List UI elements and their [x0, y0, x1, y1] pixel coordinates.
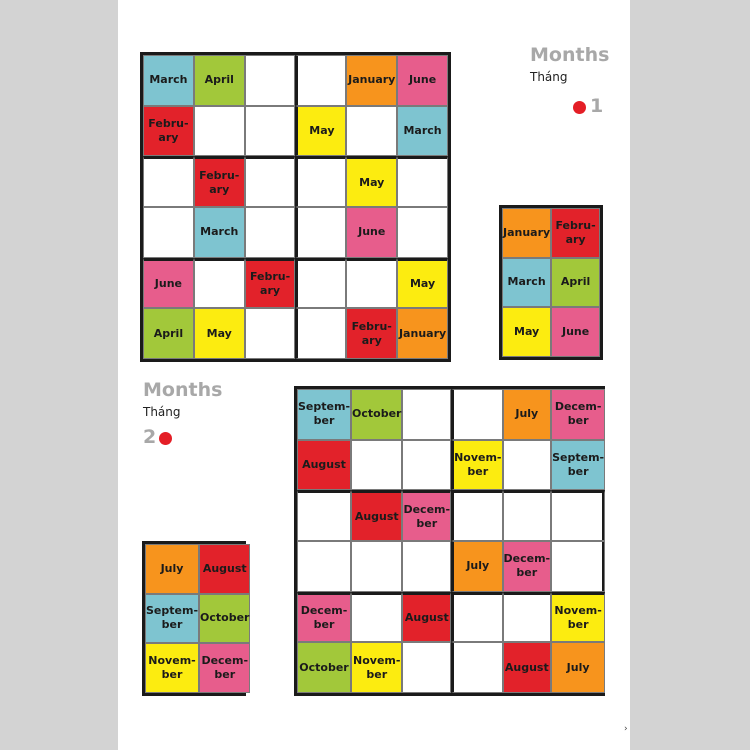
puzzle-1-cell-march: March [194, 207, 245, 258]
puzzle-1-key-cell-june: June [551, 307, 600, 357]
puzzle-2-number-label [143, 426, 172, 448]
puzzle-2-cell-empty[interactable] [402, 642, 451, 693]
puzzle-1-cell-empty[interactable] [245, 308, 296, 359]
puzzle-2-cell-december: Decem- ber [503, 541, 552, 592]
puzzle-1-cell-empty[interactable] [346, 106, 397, 157]
puzzle-2-cell-august: August [503, 642, 552, 693]
puzzle-1-cell-may: May [194, 308, 245, 359]
puzzle-1-cell-march: March [397, 106, 448, 157]
puzzle-1-cell-february: Febru- ary [346, 308, 397, 359]
puzzle-1-cell-june: June [143, 258, 194, 309]
puzzle-2-cell-july: July [451, 541, 502, 592]
puzzle-1-cell-empty[interactable] [245, 55, 296, 106]
puzzle-1-cell-may: May [295, 106, 346, 157]
puzzle-1-cell-january: January [346, 55, 397, 106]
puzzle-1-subtitle: Tháng [530, 70, 568, 84]
puzzle-2-cell-november: Novem- ber [551, 592, 605, 643]
puzzle-1-cell-empty[interactable] [295, 308, 346, 359]
puzzle-2-key-cell-july: July [145, 544, 199, 594]
page-edge-mark: › [624, 724, 628, 734]
puzzle-2-cell-empty[interactable] [451, 592, 502, 643]
puzzle-2-cell-december: Decem- ber [297, 592, 351, 643]
puzzle-1-key-cell-february: Febru- ary [551, 208, 600, 258]
puzzle-1-grid [140, 52, 451, 362]
puzzle-1-cell-empty[interactable] [245, 207, 296, 258]
puzzle-1-cell-empty[interactable] [295, 258, 346, 309]
puzzle-1-cell-empty[interactable] [143, 207, 194, 258]
puzzle-2-cell-empty[interactable] [551, 490, 605, 541]
puzzle-1-number: 1 [590, 95, 604, 117]
puzzle-1-heading [530, 44, 609, 84]
puzzle-2-cell-august: August [351, 490, 402, 541]
puzzle-2-cell-november: Novem- ber [451, 440, 502, 491]
red-dot-icon [573, 101, 586, 114]
puzzle-2-key-cell-september: Septem- ber [145, 594, 199, 644]
puzzle-2-heading [143, 379, 222, 419]
puzzle-1-cell-empty[interactable] [194, 258, 245, 309]
puzzle-2-cell-september: Septem- ber [551, 440, 605, 491]
puzzle-1-key-cell-march: March [502, 258, 551, 308]
puzzle-2-subtitle: Tháng [143, 405, 181, 419]
puzzle-1-cell-february: Febru- ary [143, 106, 194, 157]
puzzle-1-cell-empty[interactable] [397, 207, 448, 258]
puzzle-1-cell-empty[interactable] [397, 156, 448, 207]
puzzle-2-cell-december: Decem- ber [402, 490, 451, 541]
puzzle-1-cell-empty[interactable] [143, 156, 194, 207]
puzzle-2-key-cell-october: October [199, 594, 250, 644]
puzzle-1-cell-february: Febru- ary [245, 258, 296, 309]
puzzle-2-cell-empty[interactable] [351, 592, 402, 643]
puzzle-2-cell-empty[interactable] [451, 642, 502, 693]
puzzle-1-cell-empty[interactable] [245, 106, 296, 157]
puzzle-2-cell-november: Novem- ber [351, 642, 402, 693]
puzzle-1-cell-empty[interactable] [295, 156, 346, 207]
puzzle-2-cell-october: October [351, 389, 402, 440]
puzzle-1-cell-empty[interactable] [295, 207, 346, 258]
puzzle-1-cell-january: January [397, 308, 448, 359]
puzzle-1-cell-june: June [397, 55, 448, 106]
puzzle-1-cell-may: May [346, 156, 397, 207]
puzzle-1-key-cell-april: April [551, 258, 600, 308]
puzzle-2-cell-september: Septem- ber [297, 389, 351, 440]
puzzle-1-cell-empty[interactable] [346, 258, 397, 309]
puzzle-2-cell-empty[interactable] [402, 541, 451, 592]
puzzle-2-cell-october: October [297, 642, 351, 693]
puzzle-2-cell-empty[interactable] [351, 440, 402, 491]
puzzle-2-number: 2 [143, 426, 157, 448]
puzzle-1-cell-february: Febru- ary [194, 156, 245, 207]
puzzle-2-cell-august: August [297, 440, 351, 491]
puzzle-1-cell-empty[interactable] [295, 55, 346, 106]
puzzle-1-key-cell-may: May [502, 307, 551, 357]
puzzle-2-key-cell-november: Novem- ber [145, 643, 199, 693]
puzzle-1-cell-empty[interactable] [194, 106, 245, 157]
puzzle-2-key-cell-august: August [199, 544, 250, 594]
puzzle-1-cell-march: March [143, 55, 194, 106]
puzzle-2-title: Months [143, 379, 223, 401]
puzzle-2-key [142, 541, 250, 696]
puzzle-2-cell-empty[interactable] [551, 541, 605, 592]
puzzle-2-cell-empty[interactable] [451, 490, 502, 541]
puzzle-2-cell-july: July [503, 389, 552, 440]
puzzle-2-cell-empty[interactable] [503, 490, 552, 541]
puzzle-2-cell-july: July [551, 642, 605, 693]
puzzle-2-key-cell-december: Decem- ber [199, 643, 250, 693]
puzzle-1-number-label [573, 95, 603, 117]
puzzle-2-cell-empty[interactable] [297, 541, 351, 592]
puzzle-2-grid [294, 386, 605, 696]
puzzle-1-cell-june: June [346, 207, 397, 258]
puzzle-1-cell-april: April [143, 308, 194, 359]
puzzle-1-key [499, 205, 603, 360]
puzzle-2-cell-empty[interactable] [503, 592, 552, 643]
puzzle-1-cell-empty[interactable] [245, 156, 296, 207]
puzzle-1-cell-april: April [194, 55, 245, 106]
puzzle-2-cell-empty[interactable] [451, 389, 502, 440]
puzzle-1-title: Months [530, 44, 610, 66]
puzzle-2-cell-august: August [402, 592, 451, 643]
puzzle-1-cell-may: May [397, 258, 448, 309]
puzzle-2-cell-empty[interactable] [503, 440, 552, 491]
puzzle-2-cell-december: Decem- ber [551, 389, 605, 440]
puzzle-2-cell-empty[interactable] [351, 541, 402, 592]
puzzle-1-key-cell-january: January [502, 208, 551, 258]
puzzle-2-cell-empty[interactable] [402, 389, 451, 440]
puzzle-2-cell-empty[interactable] [297, 490, 351, 541]
red-dot-icon [159, 432, 172, 445]
puzzle-2-cell-empty[interactable] [402, 440, 451, 491]
